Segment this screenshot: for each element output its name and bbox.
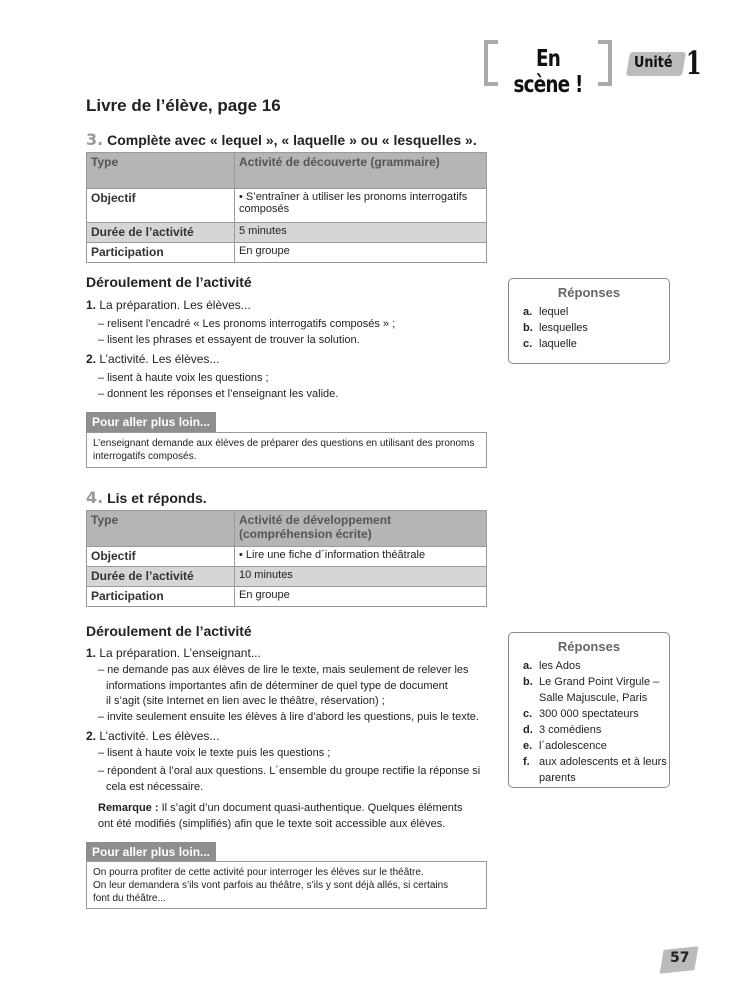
page-number (660, 946, 700, 972)
list-item: e. l´adolescence (523, 740, 607, 752)
step-2-number: 2. (86, 352, 97, 366)
plus-line: On leur demandera s’ils vont parfois au théâtre, s’ils y sont déjà allés, si certains (93, 880, 449, 891)
list-item: informations importantes afin de déterminer de quel type de document (106, 680, 448, 692)
list-item: f. aux adolescents et à leurs parents (523, 756, 667, 784)
exercise-4-heading (86, 488, 207, 507)
list-item: – relisent l’encadré « Les pronoms interrogatifs composés » ; (98, 318, 396, 330)
objective-value: • Lire une fiche d´information théâtrale (235, 547, 487, 567)
duration-value: 5 minutes (235, 223, 487, 243)
unit-label-text: Unité (634, 53, 673, 71)
list-item: c. 300 000 spectateurs (523, 708, 639, 720)
table-row (87, 243, 487, 263)
exercise-3-info-table (86, 152, 487, 263)
pour-aller-plus-loin-box: L’enseignant demande aux élèves de préparer des questions en utilisant des pronoms interrogatifs composés. (86, 432, 487, 468)
exercise-3-heading (86, 130, 477, 149)
exercise-4-number: 4. (86, 488, 104, 507)
participation-value: En groupe (235, 587, 487, 607)
step-2-number: 2. (86, 729, 97, 743)
right-bracket-shape (598, 40, 612, 86)
step-1-number: 1. (86, 298, 97, 312)
table-row (87, 547, 487, 567)
step-1-text: La préparation. L’enseignant... (99, 646, 261, 660)
step-2 (86, 729, 219, 743)
table-row (87, 153, 487, 189)
unit-number: 1 (686, 44, 702, 82)
step-1 (86, 298, 251, 312)
pour-aller-plus-loin-tab: Pour aller plus loin... (86, 842, 216, 862)
participation-key: Participation (87, 587, 235, 607)
list-item: d. 3 comédiens (523, 724, 602, 736)
reponses-title: Réponses (557, 285, 621, 300)
pour-aller-plus-loin-box (86, 861, 487, 909)
reponses-title: Réponses (557, 639, 621, 654)
step-1-number: 1. (86, 646, 97, 660)
pour-aller-plus-loin-tab: Pour aller plus loin... (86, 412, 216, 432)
header-badge (484, 40, 612, 98)
plus-line: On pourra profiter de cette activité pour interroger les élèves sur le théâtre. (93, 867, 424, 878)
exercise-3-title: Complète avec « lequel », « laquelle » ou « lesquelles ». (107, 132, 477, 148)
list-item: – lisent les phrases et essayent de trouver la solution. (98, 334, 360, 346)
table-row (87, 587, 487, 607)
reponses-box-4 (508, 632, 670, 788)
list-item: – lisent à haute voix les questions ; (98, 372, 269, 384)
list-item: a. les Ados (523, 660, 581, 672)
step-2 (86, 352, 219, 366)
list-item: – répondent à l’oral aux questions. L´ensemble du groupe rectifie la réponse si (98, 765, 481, 777)
list-item: b. lesquelles (523, 322, 588, 334)
deroulement-heading: Déroulement de l’activité (86, 623, 252, 639)
type-key: Type (87, 153, 235, 189)
deroulement-heading: Déroulement de l’activité (86, 274, 252, 290)
remarque-line: ont été modifiés (simplifiés) afin que le texte soit accessible aux élèves. (98, 818, 446, 830)
type-value: Activité de découverte (grammaire) (235, 153, 487, 189)
page-title: Livre de l’élève, page 16 (86, 96, 281, 115)
left-bracket-shape (484, 40, 498, 86)
step-1 (86, 646, 261, 660)
page-number-text: 57 (670, 950, 690, 966)
step-2-text: L’activité. Les élèves... (99, 729, 220, 743)
objective-key: Objectif (87, 189, 235, 223)
duration-key: Durée de l’activité (87, 567, 235, 587)
table-row (87, 567, 487, 587)
table-row (87, 511, 487, 547)
plus-line: font du théâtre... (93, 893, 166, 904)
exercise-3-number: 3. (86, 130, 104, 149)
step-1-text: La préparation. Les élèves... (99, 298, 251, 312)
list-item: il s’agit (site Internet en lien avec le théâtre, réservation) ; (106, 695, 385, 707)
exercise-4-info-table (86, 510, 487, 607)
objective-key: Objectif (87, 547, 235, 567)
reponses-box-3 (508, 278, 670, 364)
list-item: c. laquelle (523, 338, 577, 350)
participation-key: Participation (87, 243, 235, 263)
exercise-4-title: Lis et réponds. (107, 490, 207, 506)
table-row (87, 223, 487, 243)
step-2-text: L’activité. Les élèves... (99, 352, 220, 366)
type-key: Type (87, 511, 235, 547)
type-value: Activité de développement (compréhension écrite) (235, 511, 487, 547)
participation-value: En groupe (235, 243, 487, 263)
list-item: – lisent à haute voix le texte puis les questions ; (98, 747, 331, 759)
duration-value: 10 minutes (235, 567, 487, 587)
list-item: a. lequel (523, 306, 569, 318)
objective-value: • S’entraîner à utiliser les pronoms interrogatifs composés (235, 189, 487, 223)
remarque-label: Remarque : (98, 802, 159, 814)
remarque-line: Remarque : Il s’agit d’un document quasi-authentique. Quelques éléments (98, 802, 463, 814)
list-item: cela est nécessaire. (106, 781, 204, 793)
list-item: b. Le Grand Point Virgule – Salle Majuscule, Paris (523, 676, 660, 704)
table-row (87, 189, 487, 223)
list-item: – ne demande pas aux élèves de lire le texte, mais seulement de relever les (98, 664, 469, 676)
badge-title: En scène ! (513, 46, 583, 98)
list-item: – invite seulement ensuite les élèves à lire d’abord les questions, puis le texte. (98, 711, 479, 723)
list-item: – donnent les réponses et l’enseignant les valide. (98, 388, 339, 400)
duration-key: Durée de l’activité (87, 223, 235, 243)
